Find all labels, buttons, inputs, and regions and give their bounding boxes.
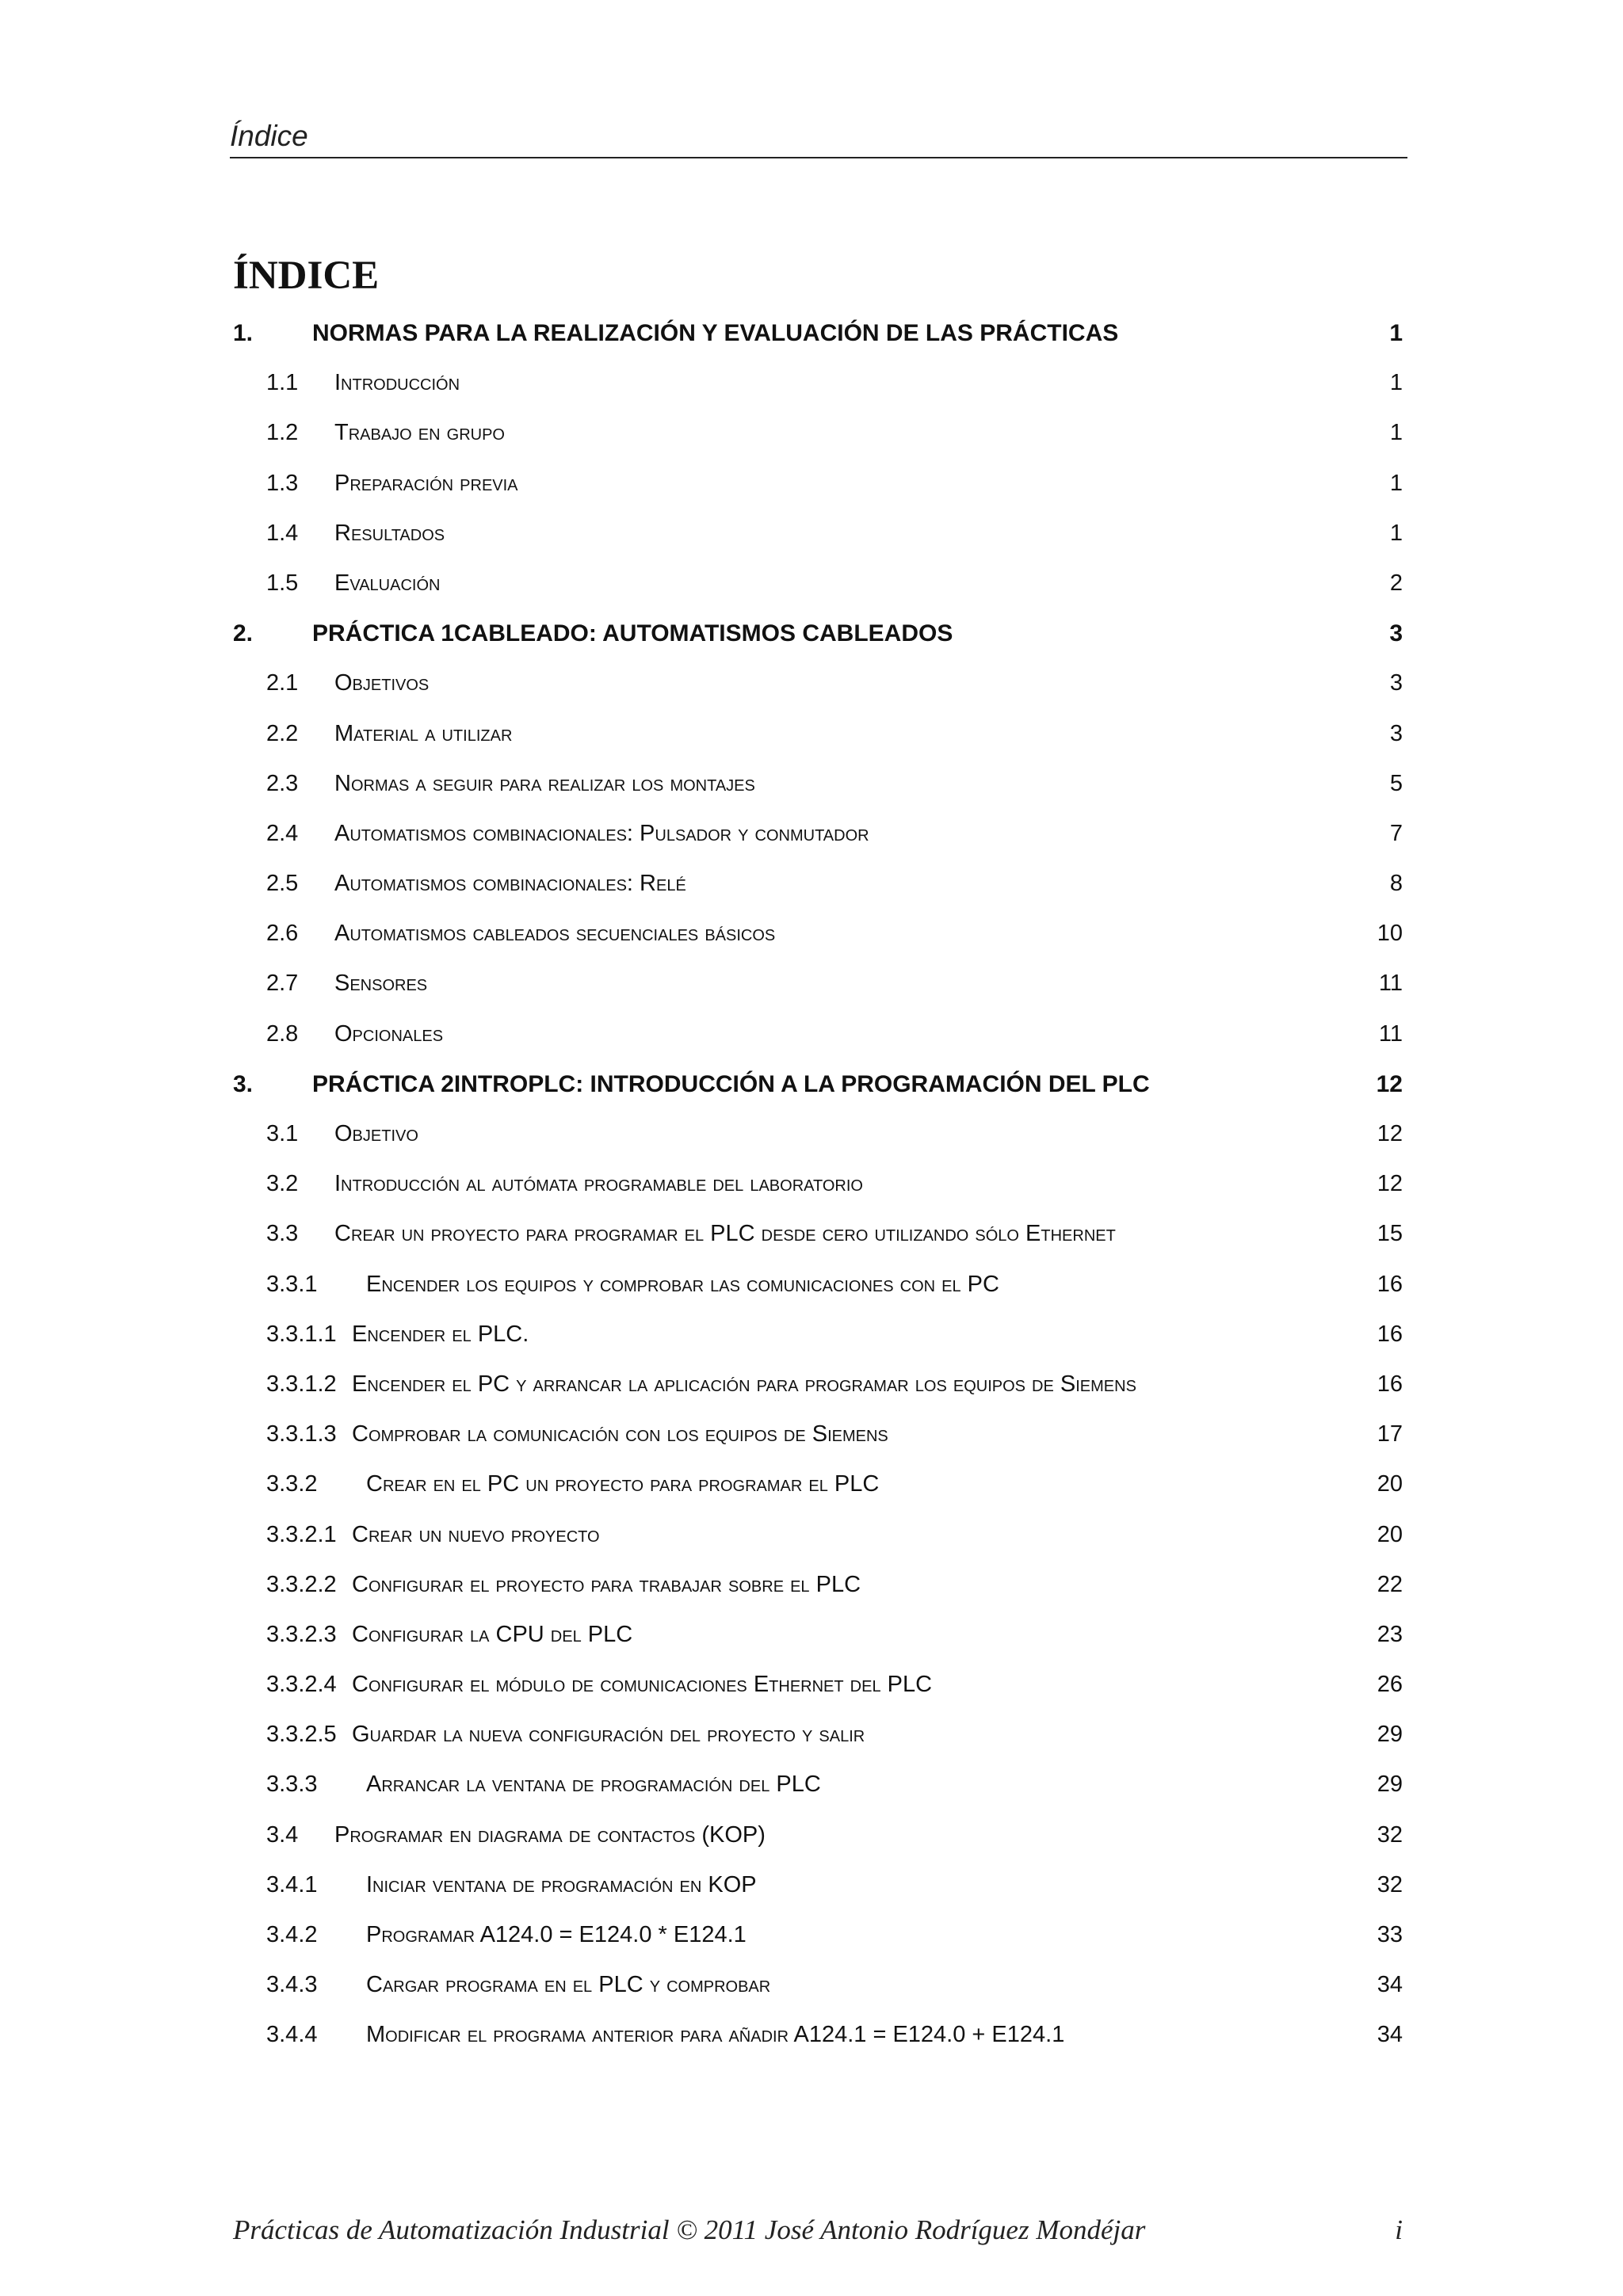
toc-entry-number: 1.2 <box>266 420 299 446</box>
toc-entry-number: 3. <box>233 1070 254 1097</box>
toc-entry-number: 3.3.1.3 <box>266 1421 337 1447</box>
toc-entry[interactable] <box>233 358 1403 408</box>
toc-entry-title: Evaluación <box>334 570 441 596</box>
toc-entry[interactable] <box>233 759 1403 809</box>
toc-entry-page: 3 <box>1389 670 1403 696</box>
toc-entry-number: 3.3.3 <box>266 1772 318 1798</box>
toc-entry-title: Trabajo en grupo <box>334 420 505 446</box>
toc-entry-title: Resultados <box>334 520 445 546</box>
toc-entry[interactable] <box>233 1459 1403 1509</box>
toc-entry-title: Encender los equipos y comprobar las comunicaciones con el PC <box>366 1271 999 1297</box>
toc-entry[interactable] <box>233 1610 1403 1660</box>
toc-entry-number: 3.4.4 <box>266 2022 318 2048</box>
toc-entry-page: 1 <box>1389 470 1403 496</box>
toc-entry-title: Crear un nuevo proyecto <box>352 1521 600 1547</box>
toc-entry-page: 8 <box>1389 871 1403 897</box>
toc-entry-number: 3.3.1 <box>266 1271 318 1297</box>
toc-entry-page: 16 <box>1377 1371 1403 1397</box>
toc-entry[interactable] <box>233 1159 1403 1209</box>
toc-entry-title: Encender el PC y arrancar la aplicación para programar los equipos de Siemens <box>352 1371 1136 1397</box>
toc-entry[interactable] <box>233 1960 1403 2010</box>
toc-entry-page: 12 <box>1377 1121 1403 1146</box>
toc-entry-page: 5 <box>1389 770 1403 796</box>
toc-entry[interactable] <box>233 408 1403 458</box>
toc-entry-page: 1 <box>1389 420 1403 446</box>
toc-entry-title: Objetivo <box>334 1121 418 1146</box>
toc-entry-page: 29 <box>1377 1722 1403 1748</box>
toc-entry-title: Configurar el proyecto para trabajar sobre el PLC <box>352 1571 861 1597</box>
toc-entry-page: 16 <box>1377 1321 1403 1347</box>
toc-entry[interactable] <box>233 308 1403 358</box>
toc-entry-title: Crear en el PC un proyecto para programar el PLC <box>366 1471 880 1497</box>
toc-entry-number: 2.7 <box>266 971 299 997</box>
toc-entry-number: 3.3.2 <box>266 1471 318 1497</box>
toc-entry-title: Opcionales <box>334 1020 444 1047</box>
toc-entry[interactable] <box>233 1109 1403 1159</box>
toc-entry-number: 2.4 <box>266 820 299 846</box>
toc-entry[interactable] <box>233 1260 1403 1310</box>
toc-entry[interactable] <box>233 1310 1403 1360</box>
toc-entry-title: Material a utilizar <box>334 720 513 746</box>
toc-entry-number: 2.5 <box>266 871 299 897</box>
toc-entry[interactable] <box>233 1710 1403 1760</box>
toc-entry-number: 1.4 <box>266 520 299 546</box>
toc-entry-number: 3.3.2.1 <box>266 1521 337 1547</box>
toc-entry-page: 29 <box>1377 1772 1403 1798</box>
toc-entry-title: PRÁCTICA 2INTROPLC: INTRODUCCIÓN A LA PROGRAMACIÓN DEL PLC <box>312 1070 1150 1097</box>
page-footer <box>233 2210 1403 2250</box>
toc-entry-title: Programar en diagrama de contactos (KOP) <box>334 1821 766 1848</box>
toc-entry-number: 3.3.2.5 <box>266 1722 337 1748</box>
toc-entry-title: Modificar el programa anterior para añadir A124.1 = E124.0 + E124.1 <box>366 2022 1065 2048</box>
running-header-title: Índice <box>230 120 308 152</box>
toc-entry[interactable] <box>233 509 1403 559</box>
running-header <box>230 116 1407 158</box>
toc-entry[interactable] <box>233 1510 1403 1560</box>
toc-entry-page: 32 <box>1377 1871 1403 1897</box>
toc-entry[interactable] <box>233 1910 1403 1960</box>
toc-entry-number: 3.4.2 <box>266 1922 318 1947</box>
toc-entry[interactable] <box>233 1409 1403 1459</box>
toc-entry-number: 3.3.2.2 <box>266 1571 337 1597</box>
toc-entry-number: 1.3 <box>266 470 299 496</box>
toc-entry-page: 20 <box>1377 1521 1403 1547</box>
toc-entry-page: 7 <box>1389 820 1403 846</box>
toc-entry-page: 12 <box>1376 1070 1403 1097</box>
toc-entry[interactable] <box>233 959 1403 1009</box>
toc-entry-title: Introducción <box>334 370 460 396</box>
toc-entry[interactable] <box>233 1660 1403 1710</box>
toc-entry-page: 33 <box>1377 1922 1403 1947</box>
table-of-contents <box>233 308 1403 2061</box>
toc-entry-number: 2.2 <box>266 720 299 746</box>
toc-entry[interactable] <box>233 1860 1403 1910</box>
toc-entry-page: 34 <box>1377 1972 1403 1998</box>
toc-entry[interactable] <box>233 1760 1403 1810</box>
toc-entry-number: 3.4.3 <box>266 1972 318 1998</box>
toc-entry-title: PRÁCTICA 1CABLEADO: AUTOMATISMOS CABLEADOS <box>312 620 953 647</box>
toc-entry-page: 12 <box>1377 1171 1403 1197</box>
toc-entry[interactable] <box>233 809 1403 859</box>
toc-entry[interactable] <box>233 608 1403 658</box>
toc-entry-number: 1.5 <box>266 570 299 596</box>
toc-entry[interactable] <box>233 658 1403 708</box>
toc-entry-title: Arrancar la ventana de programación del PLC <box>366 1772 821 1798</box>
toc-entry-number: 2.3 <box>266 770 299 796</box>
toc-entry-title: Preparación previa <box>334 470 518 496</box>
toc-title: ÍNDICE <box>233 254 380 298</box>
toc-entry-page: 1 <box>1389 370 1403 396</box>
toc-entry-title: Automatismos cableados secuenciales básicos <box>334 921 776 947</box>
toc-entry-page: 23 <box>1377 1621 1403 1647</box>
toc-entry[interactable] <box>233 559 1403 608</box>
toc-entry-page: 1 <box>1389 320 1403 346</box>
toc-entry-title: Sensores <box>334 971 428 997</box>
footer-page-number: i <box>1395 2214 1403 2245</box>
toc-entry-number: 3.4.1 <box>266 1871 318 1897</box>
toc-entry-page: 16 <box>1377 1271 1403 1297</box>
toc-entry-page: 3 <box>1389 720 1403 746</box>
toc-entry-number: 2.8 <box>266 1020 299 1047</box>
toc-entry[interactable] <box>233 1360 1403 1409</box>
toc-entry[interactable] <box>233 1059 1403 1109</box>
toc-entry-title: Cargar programa en el PLC y comprobar <box>366 1972 771 1998</box>
toc-entry-number: 3.3 <box>266 1221 299 1247</box>
toc-entry-page: 17 <box>1377 1421 1403 1447</box>
toc-entry[interactable] <box>233 1560 1403 1610</box>
toc-entry-title: Automatismos combinacionales: Relé <box>334 871 686 897</box>
toc-entry[interactable] <box>233 459 1403 509</box>
toc-entry-page: 26 <box>1377 1672 1403 1698</box>
toc-entry-title: Automatismos combinacionales: Pulsador y conmutador <box>334 820 869 846</box>
toc-entry-number: 2.6 <box>266 921 299 947</box>
toc-entry-title: Objetivos <box>334 670 430 696</box>
toc-entry-title: Encender el PLC. <box>352 1321 529 1347</box>
toc-entry-page: 10 <box>1377 921 1403 947</box>
toc-entry[interactable] <box>233 2010 1403 2060</box>
toc-entry-title: Comprobar la comunicación con los equipos de Siemens <box>352 1421 888 1447</box>
footer-text: Prácticas de Automatización Industrial © 2011 José Antonio Rodríguez Mondéjar <box>233 2214 1146 2245</box>
toc-entry-title: NORMAS PARA LA REALIZACIÓN Y EVALUACIÓN DE LAS PRÁCTICAS <box>312 320 1119 346</box>
toc-entry-title: Guardar la nueva configuración del proyecto y salir <box>352 1722 865 1748</box>
toc-entry-page: 1 <box>1389 520 1403 546</box>
toc-entry-page: 2 <box>1389 570 1403 596</box>
toc-entry[interactable] <box>233 859 1403 909</box>
toc-entry-number: 2. <box>233 620 254 647</box>
toc-entry-number: 3.1 <box>266 1121 299 1146</box>
toc-entry-title: Introducción al autómata programable del laboratorio <box>334 1171 863 1197</box>
toc-entry-title: Configurar el módulo de comunicaciones Ethernet del PLC <box>352 1672 933 1698</box>
toc-entry-number: 1.1 <box>266 370 299 396</box>
toc-entry-number: 1. <box>233 320 254 346</box>
toc-entry-page: 22 <box>1377 1571 1403 1597</box>
toc-entry-page: 3 <box>1389 620 1403 647</box>
toc-entry-page: 20 <box>1377 1471 1403 1497</box>
toc-entry-title: Configurar la CPU del PLC <box>352 1621 633 1647</box>
toc-entry[interactable] <box>233 1209 1403 1259</box>
toc-entry[interactable] <box>233 1009 1403 1059</box>
toc-entry-number: 2.1 <box>266 670 299 696</box>
toc-entry[interactable] <box>233 1810 1403 1860</box>
toc-entry-page: 11 <box>1378 1020 1403 1047</box>
toc-entry-page: 34 <box>1377 2022 1403 2048</box>
toc-entry-number: 3.3.1.2 <box>266 1371 337 1397</box>
toc-entry-number: 3.3.2.3 <box>266 1621 337 1647</box>
toc-entry-title: Iniciar ventana de programación en KOP <box>366 1871 757 1897</box>
toc-entry-title: Normas a seguir para realizar los montajes <box>334 770 755 796</box>
toc-entry-number: 3.3.1.1 <box>266 1321 337 1347</box>
toc-entry-number: 3.4 <box>266 1821 299 1848</box>
toc-entry[interactable] <box>233 709 1403 759</box>
toc-entry-title: Crear un proyecto para programar el PLC desde cero utilizando sólo Ethernet <box>334 1221 1116 1247</box>
toc-entry-title: Programar A124.0 = E124.0 * E124.1 <box>366 1922 747 1947</box>
toc-entry-page: 11 <box>1378 971 1403 997</box>
toc-entry-number: 3.3.2.4 <box>266 1672 337 1698</box>
toc-entry-number: 3.2 <box>266 1171 299 1197</box>
toc-entry[interactable] <box>233 909 1403 959</box>
toc-entry-page: 15 <box>1377 1221 1403 1247</box>
toc-entry-page: 32 <box>1377 1821 1403 1848</box>
